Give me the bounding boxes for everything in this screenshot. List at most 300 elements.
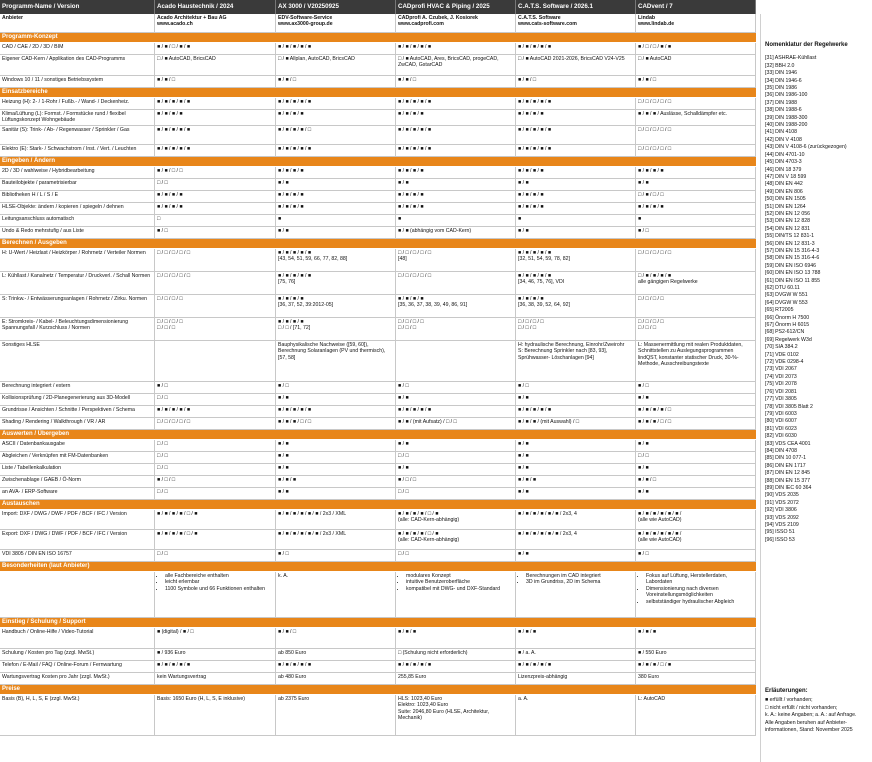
list-item: • alle Fachbereiche enthalten bbox=[165, 573, 273, 579]
table-cell bbox=[516, 464, 636, 475]
cell-line: ■ / ■ bbox=[278, 180, 289, 186]
cell-line: 380 Euro bbox=[638, 674, 660, 680]
table-cell bbox=[516, 55, 636, 75]
section-header: Einstieg / Schulung / Support bbox=[0, 618, 756, 628]
nomenclature-item: [88] DIN EN 15 377 bbox=[765, 477, 810, 484]
table-cell bbox=[276, 464, 396, 475]
table-cell bbox=[396, 98, 516, 109]
cell-line: ■ / ■ / ■ / ■ / ■ bbox=[157, 99, 190, 105]
cell-line: (alle wie AutoCAD) bbox=[638, 517, 682, 524]
table-cell bbox=[516, 530, 636, 549]
cell-line: ■ / ■ / ■ / ■ / ■ bbox=[278, 407, 311, 413]
table-cell bbox=[396, 145, 516, 156]
table-cell bbox=[636, 530, 756, 549]
cell-line: Schulung / Kosten pro Tag (zzgl. MwSt.) bbox=[2, 650, 95, 656]
cell-line: □ / □ / □ / □ / □ bbox=[157, 273, 190, 279]
cell-line: ■ / ■ bbox=[638, 395, 649, 401]
table-cell bbox=[516, 649, 636, 660]
cell-line: [32, 51, 54, 59, 78, 82] bbox=[518, 256, 570, 263]
table-cell bbox=[516, 628, 636, 648]
table-row bbox=[0, 191, 756, 203]
cell-line: [43, 54, 51, 59, 66, 77, 82, 88] bbox=[278, 256, 348, 263]
cell-line: □ / □ bbox=[157, 453, 168, 459]
table-cell bbox=[396, 550, 516, 561]
cell-line: ■ / ■ bbox=[518, 228, 529, 234]
table-row bbox=[0, 530, 756, 550]
table-cell bbox=[636, 215, 756, 226]
nomenclature-list bbox=[765, 55, 872, 544]
cell-line: ■ / □ bbox=[157, 228, 168, 234]
table-cell bbox=[516, 418, 636, 429]
cell-line: (alle: CAD-Kern-abhängig) bbox=[398, 517, 460, 524]
cell-line: □ / □ / □ / □ / □ bbox=[398, 273, 431, 279]
row-label bbox=[0, 341, 155, 381]
table-row bbox=[0, 249, 756, 272]
header-cell-label: Programm-Name / Version bbox=[0, 0, 155, 14]
list-item: • kompatibel mit DWG- und DXF-Standard bbox=[406, 586, 513, 592]
table-cell bbox=[155, 110, 276, 125]
cell-line: ■ / ■ / ■ / ■ bbox=[518, 204, 544, 210]
table-cell bbox=[396, 55, 516, 75]
cell-line: □ / □ / □ / □ bbox=[638, 319, 664, 325]
cell-line: □ / □ bbox=[157, 441, 168, 447]
table-row bbox=[0, 406, 756, 418]
feature-list bbox=[398, 573, 513, 592]
table-row bbox=[0, 476, 756, 488]
cell-line: H: hydraulische Berechnung, Einrohr/Zweirohr bbox=[518, 342, 625, 348]
list-item: • selbstständiger hydraulischer Abgleich bbox=[646, 599, 753, 605]
cell-line: □ / □ bbox=[157, 395, 168, 401]
cell-line: ■ / ■ / ■ / ■ / ■ bbox=[398, 146, 431, 152]
table-cell bbox=[276, 167, 396, 178]
cell-line: ■ / ■ / ■ / ■ / ■ bbox=[518, 273, 551, 279]
table-cell bbox=[276, 510, 396, 529]
table-cell bbox=[396, 227, 516, 238]
table-cell bbox=[636, 695, 756, 735]
cell-line: □ / □ bbox=[398, 453, 409, 459]
cell-line: ■ / ■ / ■ / ■ bbox=[278, 168, 304, 174]
table-cell bbox=[155, 550, 276, 561]
nomenclature-item: [69] Regelwerk W3d bbox=[765, 336, 812, 343]
row-label bbox=[0, 272, 155, 294]
table-cell bbox=[396, 295, 516, 317]
cell-line: Bibliotheken H / L / S / E bbox=[2, 192, 59, 198]
table-cell bbox=[155, 382, 276, 393]
row-label bbox=[0, 695, 155, 735]
table-cell bbox=[155, 341, 276, 381]
nomenclature-item: [52] DIN EN 12 056 bbox=[765, 210, 810, 217]
table-row bbox=[0, 98, 756, 110]
row-label bbox=[0, 510, 155, 529]
section-header: Eingeben / Ändern bbox=[0, 157, 756, 167]
table-cell bbox=[396, 628, 516, 648]
table-cell bbox=[396, 418, 516, 429]
table-cell bbox=[155, 452, 276, 463]
table-cell bbox=[155, 440, 276, 451]
table-cell bbox=[516, 550, 636, 561]
table-cell bbox=[516, 452, 636, 463]
cell-line: Eigener CAD-Kern / Applikation des CAD-Programms bbox=[2, 56, 126, 62]
table-cell bbox=[396, 661, 516, 672]
cell-line: ■ / ■ bbox=[398, 441, 409, 447]
cell-line: Suite: 2046,80 Euro (HLSE, Architektur, Mechanik) bbox=[398, 708, 490, 722]
row-label bbox=[0, 227, 155, 238]
table-row bbox=[0, 167, 756, 179]
cell-line: Lizenzpreis-abhängig bbox=[518, 674, 568, 680]
cell-line: ■ / ■ bbox=[518, 551, 529, 557]
nomenclature-item: [92] VDI 3806 bbox=[765, 507, 797, 514]
cell-line: ■ / ■ / ■ / ■ / ■ bbox=[157, 127, 190, 133]
cell-line: www.cadprofi.com bbox=[398, 21, 444, 28]
cell-line: ■ / ■ / □ bbox=[398, 77, 417, 83]
table-cell bbox=[396, 43, 516, 54]
table-cell bbox=[276, 203, 396, 214]
cell-line: ■ / 550 Euro bbox=[638, 650, 667, 656]
nomenclature-item: [77] VDI 3805 bbox=[765, 396, 797, 403]
header-cell-product: Acado Haustechnik / 2024 bbox=[155, 0, 276, 14]
table-cell bbox=[636, 227, 756, 238]
cell-line: ■ / ■ / ■ bbox=[638, 629, 657, 635]
table-cell bbox=[155, 203, 276, 214]
cell-line: □ / □ / □ / □ bbox=[157, 319, 183, 325]
cell-line: (alle wie AutoCAD) bbox=[638, 537, 682, 544]
table-cell bbox=[516, 191, 636, 202]
cell-line: □ / □ / □ / □ / □ bbox=[638, 250, 671, 256]
cell-line: Basis: 1650 Euro (H, L, S, E inklusive) bbox=[157, 696, 245, 702]
table-cell bbox=[396, 476, 516, 487]
row-label bbox=[0, 464, 155, 475]
cell-line: ■ / ■ bbox=[638, 489, 649, 495]
header-cell-product: C.A.T.S. Software / 2026.1 bbox=[516, 0, 636, 14]
cell-line: ■ / ■ bbox=[518, 489, 529, 495]
nomenclature-item: [32] BBH 2.0 bbox=[765, 62, 795, 69]
nomenclature-item: [80] VDI 6007 bbox=[765, 418, 797, 425]
cell-line: ■ / ■ / □ bbox=[157, 77, 176, 83]
nomenclature-item: [41] DIN 4108 bbox=[765, 129, 798, 136]
cell-line: □ / ■ AutoCAD bbox=[638, 56, 672, 62]
table-cell bbox=[276, 295, 396, 317]
cell-line: ■ / ■ / ■ bbox=[278, 477, 297, 483]
cell-line: Wartungsvertrag Kosten pro Jahr (zzgl. MwSt.) bbox=[2, 674, 110, 680]
table-cell bbox=[636, 452, 756, 463]
cell-line: C.A.T.S. Software bbox=[518, 15, 561, 21]
nomenclature-item: [46] DIN 18 379 bbox=[765, 166, 802, 173]
cell-line: ■ / ■ / ■ / ■ / ■ bbox=[278, 146, 311, 152]
cell-line: Abgleichen / Verknüpfen mit FM-Datenbanken bbox=[2, 453, 109, 459]
nomenclature-item: [31] ASHRAE-Kühllast bbox=[765, 55, 817, 62]
table-cell bbox=[516, 76, 636, 87]
cell-line: □ / □ / □ bbox=[398, 325, 417, 332]
table-row bbox=[0, 126, 756, 145]
cell-line: www.ax3000-group.de bbox=[278, 21, 333, 28]
table-cell bbox=[636, 76, 756, 87]
cell-line: Kollisionsprüfung / 2D-Planegenerierung aus 3D-Modell bbox=[2, 395, 131, 401]
table-cell bbox=[396, 394, 516, 405]
nomenclature-item: [94] VDS 2109 bbox=[765, 522, 799, 528]
row-label bbox=[0, 440, 155, 451]
cell-line: ■ / ■ / ■ / ■ / ■ / ■ / 2x3, 4 bbox=[518, 511, 577, 517]
cell-line: □ / ■ / ■ / ■ / ■ bbox=[638, 273, 671, 279]
table-cell bbox=[276, 488, 396, 499]
cell-line: ■ / a. A. bbox=[518, 650, 536, 656]
table-cell bbox=[636, 272, 756, 294]
table-cell bbox=[276, 145, 396, 156]
table-row bbox=[0, 488, 756, 500]
cell-line: ■ / ■ / ■ / ■ / ■ bbox=[518, 662, 551, 668]
nomenclature-item: [56] DIN EN 12 831-3 bbox=[765, 240, 815, 247]
table-cell bbox=[276, 98, 396, 109]
table-cell bbox=[155, 661, 276, 672]
nomenclature-item: [39] DIN 1988-300 bbox=[765, 114, 808, 121]
table-cell bbox=[155, 695, 276, 735]
nomenclature-item: [71] VDE 0102 bbox=[765, 351, 799, 358]
nomenclature-item: [34] DIN 1946-6 bbox=[765, 77, 802, 84]
nomenclature-item: [33] DIN 1946 bbox=[765, 70, 798, 77]
cell-line: ■ / ■ / ■ / ■ bbox=[398, 296, 424, 302]
feature-list bbox=[638, 573, 753, 605]
cell-line: Undo & Redo mehrstufig / aus Liste bbox=[2, 228, 84, 234]
nomenclature-sidebar bbox=[760, 14, 872, 762]
nomenclature-item: [50] DIN EN 1505 bbox=[765, 196, 806, 203]
table-cell bbox=[276, 110, 396, 125]
nomenclature-item: [84] DIN 4708 bbox=[765, 447, 798, 454]
cell-line: □ / □ / □ / □ bbox=[398, 319, 424, 325]
cell-line: Elektro: 1023,40 Euro bbox=[398, 702, 449, 709]
cell-line: □ / □ bbox=[157, 489, 168, 495]
cell-line: □ / ■ / □ / □ bbox=[638, 192, 664, 198]
table-cell bbox=[636, 550, 756, 561]
table-cell bbox=[276, 661, 396, 672]
cell-line: ■ / ■ bbox=[518, 465, 529, 471]
cell-line: ■ / ■ / ■ / ■ bbox=[398, 192, 424, 198]
table-cell bbox=[636, 14, 756, 32]
table-cell bbox=[155, 145, 276, 156]
table-cell bbox=[396, 488, 516, 499]
row-label bbox=[0, 418, 155, 429]
legend-line: Alle Angaben beruhen auf Anbieter- bbox=[765, 719, 847, 726]
header-cell-product: AX 3000 / V20250925 bbox=[276, 0, 396, 14]
table-row bbox=[0, 318, 756, 341]
cell-line: ■ / □ / □ bbox=[398, 477, 417, 483]
table-cell bbox=[276, 695, 396, 735]
cell-line: ■ / ■ / ■ / ■ / □ / ■ bbox=[157, 531, 198, 537]
table-cell bbox=[155, 179, 276, 190]
row-label bbox=[0, 14, 155, 32]
legend bbox=[765, 688, 871, 734]
cell-line: ■ / □ bbox=[638, 383, 649, 389]
table-cell bbox=[276, 406, 396, 417]
table-cell bbox=[396, 14, 516, 32]
nomenclature-item: [43] DIN V 4108-6 (zurückgezogen) bbox=[765, 144, 847, 151]
nomenclature-item: [62] DTU 60.11 bbox=[765, 285, 800, 291]
table-cell bbox=[155, 406, 276, 417]
cell-line: ■ / ■ bbox=[518, 453, 529, 459]
table-cell bbox=[636, 341, 756, 381]
table-row bbox=[0, 14, 756, 33]
nomenclature-item: [76] VDI 2081 bbox=[765, 388, 797, 395]
cell-line: Import: DXF / DWG / DWF / PDF / BCF / IFC / Version bbox=[2, 511, 127, 517]
cell-line: ASCII / Datenbankausgabe bbox=[2, 441, 65, 447]
cell-line: □ / □ / □ / □ / □ bbox=[638, 146, 671, 152]
table-cell bbox=[516, 98, 636, 109]
nomenclature-item: [36] DIN 1986-100 bbox=[765, 92, 808, 99]
table-cell bbox=[155, 167, 276, 178]
table-header bbox=[0, 0, 756, 14]
nomenclature-item: [55] DIN/TS 12 831-1 bbox=[765, 233, 815, 240]
cell-line: ■ / ■ / ■ / ■ bbox=[518, 111, 544, 117]
nomenclature-item: [58] DIN EN 15 316-4-6 bbox=[765, 255, 820, 262]
table-cell bbox=[155, 98, 276, 109]
table-cell bbox=[396, 249, 516, 271]
table-cell bbox=[276, 55, 396, 75]
nomenclature-item: [87] DIN EN 12 845 bbox=[765, 470, 810, 477]
row-label bbox=[0, 406, 155, 417]
table-cell bbox=[636, 43, 756, 54]
table-cell bbox=[155, 530, 276, 549]
cell-line: ■ / ■ / ■ / □ / □ bbox=[278, 419, 311, 425]
nomenclature-item: [64] DVGW W 553 bbox=[765, 299, 808, 306]
table-cell bbox=[516, 382, 636, 393]
cell-line: ■ / ■ / □ bbox=[638, 477, 657, 483]
cell-line: ■ / ■ bbox=[278, 489, 289, 495]
table-cell bbox=[276, 440, 396, 451]
table-cell bbox=[516, 440, 636, 451]
table-row bbox=[0, 43, 756, 55]
cell-line: Heizung (H): 2- / 1-Rohr / Fußb.- / Wand- / Deckenheiz. bbox=[2, 99, 130, 105]
list-item: • intuitive Benutzeroberfläche bbox=[406, 579, 513, 585]
cell-line: www.lindab.de bbox=[638, 21, 675, 28]
cell-line: Sonstiges HLSE bbox=[2, 342, 40, 348]
table-cell bbox=[155, 43, 276, 54]
table-cell bbox=[516, 215, 636, 226]
table-cell bbox=[276, 272, 396, 294]
cell-line: □ / □ bbox=[157, 551, 168, 557]
table-cell bbox=[636, 167, 756, 178]
cell-line: ■ / ■ / ■ / ■ bbox=[157, 204, 183, 210]
table-row bbox=[0, 440, 756, 452]
table-cell bbox=[636, 126, 756, 144]
table-cell bbox=[155, 295, 276, 317]
cell-line: Zwischenablage / GAEB / Ö-Norm bbox=[2, 477, 81, 483]
cell-line: [34, 46, 75, 76], VDI bbox=[518, 279, 565, 286]
cell-line: ■ / ■ / ■ / ■ / ■ bbox=[398, 44, 431, 50]
table-cell bbox=[155, 628, 276, 648]
table-row bbox=[0, 179, 756, 191]
cell-line: ■ / □ / □ / ■ / ■ bbox=[638, 44, 671, 50]
table-cell bbox=[155, 464, 276, 475]
table-cell bbox=[155, 418, 276, 429]
table-cell bbox=[276, 249, 396, 271]
cell-line: ■ / ■ bbox=[278, 441, 289, 447]
table-cell bbox=[516, 695, 636, 735]
table-row bbox=[0, 203, 756, 215]
cell-line: □ / □ bbox=[638, 453, 649, 459]
table-cell bbox=[516, 318, 636, 340]
cell-line: ■ / ■ bbox=[278, 395, 289, 401]
table-cell bbox=[516, 227, 636, 238]
cell-line: ■ / ■ / ■ / ■ / ■ bbox=[278, 662, 311, 668]
row-label bbox=[0, 179, 155, 190]
cell-line: ■ / ■ / ■ / □ / □ bbox=[638, 419, 671, 425]
nomenclature-item: [74] VDI 2073 bbox=[765, 373, 797, 380]
table-cell bbox=[636, 649, 756, 660]
cell-line: □ / □ / □ / □ / □ bbox=[638, 99, 671, 105]
table-cell bbox=[276, 572, 396, 617]
table-cell bbox=[396, 318, 516, 340]
cell-line: □ / □ / □ bbox=[518, 325, 537, 332]
cell-line: ■ bbox=[638, 216, 642, 222]
cell-line: ■ / □ bbox=[157, 383, 168, 389]
table-cell bbox=[516, 179, 636, 190]
table-row bbox=[0, 464, 756, 476]
cell-line: ■ / □ bbox=[638, 551, 649, 557]
row-label bbox=[0, 530, 155, 549]
nomenclature-item: [66] Önorm H 7500 bbox=[765, 314, 810, 321]
table-row bbox=[0, 227, 756, 239]
table-cell bbox=[396, 649, 516, 660]
row-label bbox=[0, 145, 155, 156]
table-cell bbox=[276, 452, 396, 463]
cell-line: ■ / ■ / ■ / ■ bbox=[278, 319, 304, 325]
nomenclature-item: [85] DIN 10 077-1 bbox=[765, 455, 806, 462]
cell-line: E: Stromkreis- / Kabel- / Beleuchtungsdimensionierung Spannungsfall / Kurzschluss / Normen bbox=[2, 319, 129, 332]
cell-line: ■ / ■ bbox=[398, 180, 409, 186]
table-cell bbox=[516, 14, 636, 32]
table-cell bbox=[396, 440, 516, 451]
nomenclature-item: [42] DIN V 4108 bbox=[765, 136, 802, 143]
cell-line: ■ / ■ / ■ / ■ bbox=[518, 168, 544, 174]
row-label bbox=[0, 191, 155, 202]
nomenclature-item: [68] PS2-612/CN bbox=[765, 329, 805, 336]
cell-line: ■ / ■ / ■ / ■ / ■ / ■ / bbox=[638, 511, 682, 517]
cell-line: ■ (digital) / ■ / □ bbox=[157, 629, 194, 635]
cell-line: ■ / ■ bbox=[518, 395, 529, 401]
nomenclature-item: [45] DIN 4703-3 bbox=[765, 159, 802, 166]
cell-line: ■ / ■ / ■ bbox=[518, 629, 537, 635]
cell-line: ■ / ■ bbox=[638, 180, 649, 186]
table-row bbox=[0, 55, 756, 76]
cell-line: ■ / ■ / ■ bbox=[398, 629, 417, 635]
row-label bbox=[0, 43, 155, 54]
table-cell bbox=[396, 215, 516, 226]
table-row bbox=[0, 452, 756, 464]
cell-line: an AVA- / ERP-Software bbox=[2, 489, 58, 495]
table-cell bbox=[396, 203, 516, 214]
nomenclature-item: [49] DIN EN 806 bbox=[765, 188, 803, 195]
cell-line: ■ / □ bbox=[278, 383, 289, 389]
cell-line: L: Massenermittlung mit realen Produktdaten, Schnittstellen zu Auslegungsprogrammen lindQST, konstanter statischer Druck, 30-%-Methode, Ausschreibungstexte bbox=[638, 342, 743, 368]
cell-line: □ / □ / □ / □ / □ bbox=[398, 250, 431, 256]
nomenclature-item: [73] VDI 2067 bbox=[765, 366, 797, 373]
table-cell bbox=[516, 673, 636, 684]
table-cell bbox=[396, 191, 516, 202]
cell-line: ■ / ■ bbox=[518, 180, 529, 186]
cell-line: Anbieter bbox=[2, 15, 24, 21]
table-row bbox=[0, 510, 756, 530]
list-item: • Fokus auf Lüftung, Herstellerdaten, Labordaten bbox=[646, 573, 753, 586]
table-cell bbox=[516, 145, 636, 156]
header-cell-product: CADvent / 7 bbox=[636, 0, 756, 14]
cell-line: ■ / ■ / □ bbox=[638, 77, 657, 83]
row-label bbox=[0, 476, 155, 487]
cell-line: ■ / □ bbox=[638, 228, 649, 234]
cell-line: alle gängigen Regelwerke bbox=[638, 279, 698, 286]
table-cell bbox=[636, 295, 756, 317]
cell-line: ■ / ■ / ■ / ■ bbox=[398, 111, 424, 117]
cell-line: L: AutoCAD bbox=[638, 696, 666, 702]
table-cell bbox=[516, 126, 636, 144]
table-row bbox=[0, 215, 756, 227]
